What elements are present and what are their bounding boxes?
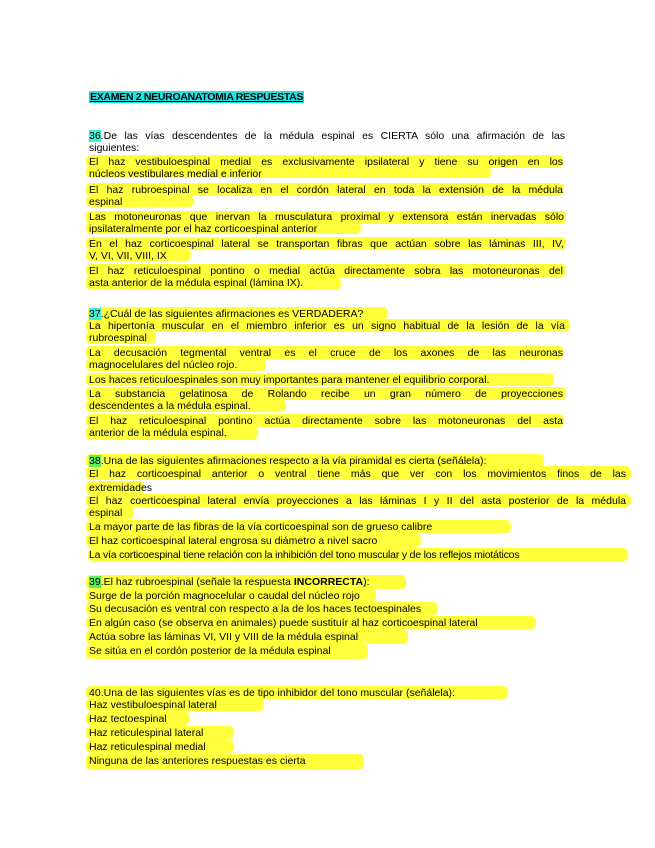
q37-option-b-line1: La decusación tegmental ventral es el cruce de los axones de las neuronas [89,347,563,359]
q38-option-b-line1: El haz coerticoespinal lateral envía proyecciones a las láminas I y II del asta posterior de la médula [89,495,626,507]
q38-option-d: El haz corticoespinal lateral engrosa su diámetro a nivel sacro [89,535,378,547]
q37-option-a-line1: La hipertonía muscular en el miembro inferior es un signo habitual de la lesión de la vía [89,320,565,332]
q36-option-d-line1: En el haz corticoespinal lateral se transportan fibras que actúan sobre las láminas III, IV, [89,238,564,250]
q40-option-a: Haz vestibuloespinal lateral [89,699,217,711]
document-title: EXAMEN 2 NEUROANATOMIA RESPUESTAS [90,91,304,103]
q37-option-b-line2: magnocelulares del núcleo rojo. [89,359,238,371]
q39-option-a: Surge de la porción magnocelular o caudal del núcleo rojo [89,590,360,602]
q38-option-a-line2: extremidades [89,482,153,494]
q39-option-d: Actúa sobre las láminas VI, VII y VIII de la médula espinal [89,631,359,643]
q40-stem: 40.Una de las siguientes vías es de tipo inhibidor del tono muscular (señálela): [89,687,455,699]
q39-stem-emphasis: INCORRECTA [293,576,364,588]
q37-option-c: Los haces reticuloespinales son muy importantes para mantener el equilibrio corporal. [89,374,490,386]
q36-stem-line2: siguientes: [89,142,140,154]
q36-option-c-line1: Las motoneuronas que inervan la musculatura proximal y extensora están inervadas sólo [89,211,564,223]
q40-option-b: Haz tectoespinal [89,713,167,725]
q40-option-c: Haz reticulespinal lateral [89,727,204,739]
q40-number: 40 [89,687,101,699]
q38-option-e: La vía corticoespinal tiene relación con la inhibición del tono muscular y de los reflejos miotáticos [89,549,520,561]
q36-option-b-line1: El haz rubroespinal se localiza en el cordón lateral en toda la extensión de la médula [89,184,563,196]
q37-option-d-line2: descendentes a la médula espinal. [89,400,251,412]
q39-option-e: Se sitúa en el cordón posterior de la médula espinal [89,645,331,657]
q37-stem: 37.¿Cuál de las siguientes afirmaciones es VERDADERA? [89,308,364,320]
q38-stem: 38.Una de las siguientes afirmaciones respecto a la vía piramidal es cierta (señálela): [89,455,487,467]
q36-option-d-line2: V, VI, VII, VIII, IX [89,250,167,262]
q38-option-a-line1: El haz corticoespinal anterior o ventral tiene más que ver con los movimientos finos de las [89,468,626,480]
q36-option-a-line1: El haz vestibuloespinal medial es exclusivamente ipsilateral y tiene su origen en los [89,156,563,168]
q37-option-e-line1: El haz reticuloespinal pontino actúa directamente sobre las motoneuronas del asta [89,415,563,427]
q36-stem-line1: 36.De las vías descendentes de la médula espinal es CIERTA sólo una afirmación de las [89,130,565,142]
q36-option-b-line2: espinal [89,196,123,208]
q36-option-e-line2: asta anterior de la médula espinal (lámina IX). [89,277,304,289]
q36-option-e-line1: El haz reticuloespinal pontino o medial actúa directamente sobra las motoneuronas del [89,265,563,277]
q37-option-e-line2: anterior de la médula espinal. [89,427,227,439]
q38-option-b-line2: espinal [89,507,123,519]
q39-number: 39 [89,576,101,588]
q37-option-a-line2: rubroespinal [89,332,147,344]
q38-option-c: La mayor parte de las fibras de la vía corticoespinal son de grueso calibre [89,521,433,533]
q39-option-b: Su decusación es ventral con respecto a la de los haces tectoespinales [89,603,422,615]
document-title-line [89,91,304,103]
q40-option-e: Ninguna de las anteriores respuestas es cierta [89,755,306,767]
q38-number: 38 [89,455,101,467]
q39-option-c: En algún caso (se observa en animales) puede sustituír al haz corticoespinal lateral [89,617,478,629]
q39-stem: 39.El haz rubroespinal (señale la respuesta INCORRECTA): [89,576,370,588]
q37-number: 37 [89,308,101,320]
q36-option-c-line2: ipsilateralmente por el haz corticoespinal anterior [89,223,318,235]
q40-option-d: Haz reticulespinal medial [89,741,206,753]
q37-option-d-line1: La substancia gelatinosa de Rolando recibe un gran número de proyecciones [89,388,563,400]
q36-number: 36 [89,130,101,142]
q36-option-a-line2: núcleos vestibulares medial e inferior [89,168,262,180]
